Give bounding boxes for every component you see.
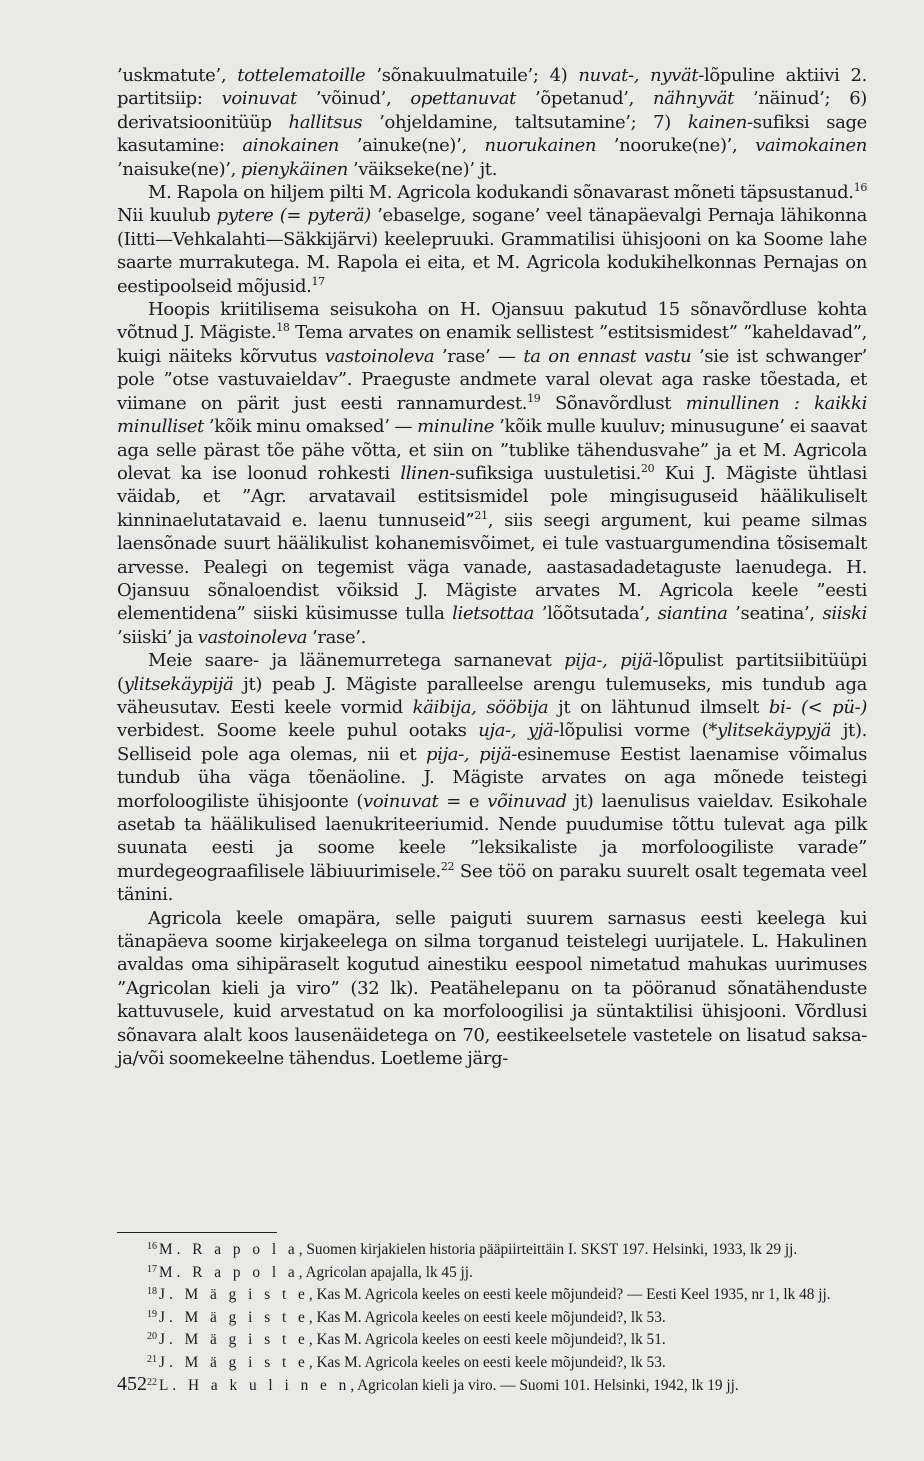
footnote-text: , Suomen kirjakielen historia pääpiirteittäin I. SKST 197. Helsinki, 1933, lk 29 jj. — [298, 1241, 798, 1258]
footnote-author: M. R a p o l a — [159, 1263, 299, 1281]
footnote-text: , Kas M. Agricola keeles on eesti keele mõjundeid?, lk 53. — [308, 1308, 666, 1326]
footnote-text: , Kas M. Agricola keeles on eesti keele mõjundeid?, lk 53. — [308, 1353, 666, 1371]
footnote-text: , Kas M. Agricola keeles on eesti keele mõjundeid?, lk 51. — [308, 1331, 666, 1349]
footnote-text: , Agricolan apajalla, lk 45 jj. — [298, 1263, 473, 1281]
footnote-number: 17 — [147, 1263, 157, 1275]
paragraph: ’uskmatute’, tottelematoille ’sõnakuulmatuile’; 4) nuvat-, nyvät-lõpuline aktiivi 2. partitsiip: voinuvat ’võinud’, opettanuvat ’õpetanud’, nähnyvät ’näinud’; 6) derivatsioonitüüp hallitsus ’ohjeldamine, taltsutamine’; 7) kainen-sufiksi sage kasutamine: ainokainen ’ainuke(ne)’, nuorukainen ’nooruke(ne)’, vaimokainen ’naisuke(ne)’, pienykäinen ’väikseke(ne)’ jt. — [117, 65, 868, 180]
paragraph: M. Rapola on hiljem pilti M. Agricola kodukandi sõnavarast mõneti täpsustanud.$^{16}$ Nii kuulub pytere (= pyterä) ’ebaselge, sogane’ veel tänapäevalgi Pernaja lähikonna (Iitti—Vehkalahti—Säkkijärvi) keelepruuki. Grammatilisi ühisjooni on ka Soome lahe saarte murrakutega. M. Rapola ei eita, et M. Agricola kodukihelkonnas Pernajas on eestipoolseid mõjusid.$^{17}$ — [117, 181, 868, 297]
body-text — [117, 64, 867, 1070]
footnote — [147, 1260, 867, 1283]
footnote — [147, 1327, 867, 1350]
footnote-number: 18 — [147, 1286, 157, 1298]
footnotes — [147, 1237, 867, 1395]
footnote-number: 16 — [147, 1241, 157, 1252]
footnote-divider — [117, 1232, 277, 1233]
footnote — [147, 1373, 867, 1396]
footnote — [147, 1305, 867, 1328]
footnote-number: 20 — [147, 1331, 157, 1343]
footnote-author: J. M ä g i s t e — [159, 1353, 309, 1371]
footnote-author: L. H a k u l i n e n — [159, 1376, 351, 1394]
paragraph: Agricola keele omapära, selle paiguti suurem sarnasus eesti keelega kui tänapäeva soome kirjakeelega on silma torganud teistelegi uurijatele. L. Hakulinen avaldas oma sihipäraselt kogutud ainestiku eespool nimetatud mahukas uurimuses ”Agricolan kieli ja viro” (32 lk). Peatähelepanu on ta pööranud sõnatähenduste kattuvusele, kuid arvestatud on ka morfoloogilisi ja süntaktilisi ühisjooni. Võrdlusi sõnavara alalt koos lausenäidetega on 70, eestikeelsetele vastetele on lisatud saksa- ja/või soomekeelne tähendus. Loetleme järg- — [117, 907, 867, 1070]
footnote — [147, 1282, 867, 1305]
paragraph: Meie saare- ja läänemurretega sarnanevat pija-, pijä-lõpulist partitsiibitüüpi (ylitsekäypijä jt) peab J. Mägiste paralleelse arengu tulemuseks, mis tundub aga väheusutav. Eesti keele vormid käibija, sööbija jt on lähtunud ilmselt bi- (< pü-) verbidest. Soome keele puhul ootaks uja-, yjä-lõpulisi vorme (*ylitsekäypyjä jt). Selliseid pole aga olemas, nii et pija-, pijä-esinemuse Eestist laenamise võimalus tundub üha väga tõenäoline. J. Mägiste arvates on aga mõnede teistegi morfoloogiliste ühisjoonte (voinuvat = e võinuvad jt) laenulisus vaieldav. Esikohale asetab ta häälikulised laenukriteeriumid. Nende puudumise tõttu tulevat aga pilk suunata eesti ja soome keele ”leksikaliste ja morfoloogiliste varade” murdegeograafilisele läbiuurimisele.$^{22}$ See töö on paraku suurelt osalt tegemata veel tänini. — [117, 650, 868, 906]
paragraph: Hoopis kriitilisema seisukoha on H. Ojansuu pakutud 15 sõnavõrdluse kohta võtnud J. Mägiste.$^{18}$ Tema arvates on enamik sellistest ”estitsismidest” ”kaheldavad”, kuigi näiteks kõrvutus vastoinoleva ’rase’ — ta on ennast vastu ’sie ist schwanger’ pole ”otse vastuvaieldav”. Praeguste andmete varal olevat aga raske tõestada, et viimane on pärit just eesti rannamurdest.$^{19}$ Sõnavõrdlust minullinen : kaikki minulliset ’kõik minu omaksed’ — minuline ’kõik mulle kuuluv; minusugune’ ei saavat aga selle pärast tõe pähe võtta, et siin on ”tublike tähendusvahe” ja et M. Agricola olevat ka ise loonud rohkesti llinen-sufiksiga uustuletisi.$^{20}$ Kui J. Mägiste ühtlasi väidab, et ”Agr. arvatavail estitsismidel pole mingisuguseid häälikuliselt kinninaelutatavaid e. laenu tunnuseid”$^{21}$, siis seegi argument, kui peame silmas laensõnade suurt häälikulist kohanemisvõimet, ei tule vastuargumendina tõsisemalt arvesse. Pealegi on tegemist väga vanade, aastasadadetaguste laenudega. H. Ojansuu sõnaloendist võiksid J. Mägiste arvates M. Agricola keele ”eesti elementidena” siiski küsimusse tulla lietsottaa ’lõõtsutada’, siantina ’seatina’, siiski ’siiski’ ja vastoinoleva ’rase’. — [117, 299, 868, 648]
footnote-number: 19 — [147, 1308, 157, 1320]
footnote-author: J. M ä g i s t e — [159, 1286, 309, 1304]
footnote-text: , Agricolan kieli ja viro. — Suomi 101. Helsinki, 1942, lk 19 jj. — [350, 1376, 739, 1394]
footnote — [147, 1237, 867, 1260]
footnote-number: 22 — [147, 1376, 157, 1388]
footnote-author: J. M ä g i s t e — [159, 1331, 309, 1349]
footnote — [147, 1350, 867, 1373]
footnote-author: M. R a p o l a — [159, 1241, 299, 1258]
footnote-number: 21 — [147, 1353, 157, 1365]
page-number: 452 — [117, 1373, 147, 1395]
footnote-text: , Kas M. Agricola keeles on eesti keele mõjundeid? — Eesti Keel 1935, nr 1, lk 48 jj. — [308, 1286, 831, 1304]
footnote-author: J. M ä g i s t e — [159, 1308, 309, 1326]
